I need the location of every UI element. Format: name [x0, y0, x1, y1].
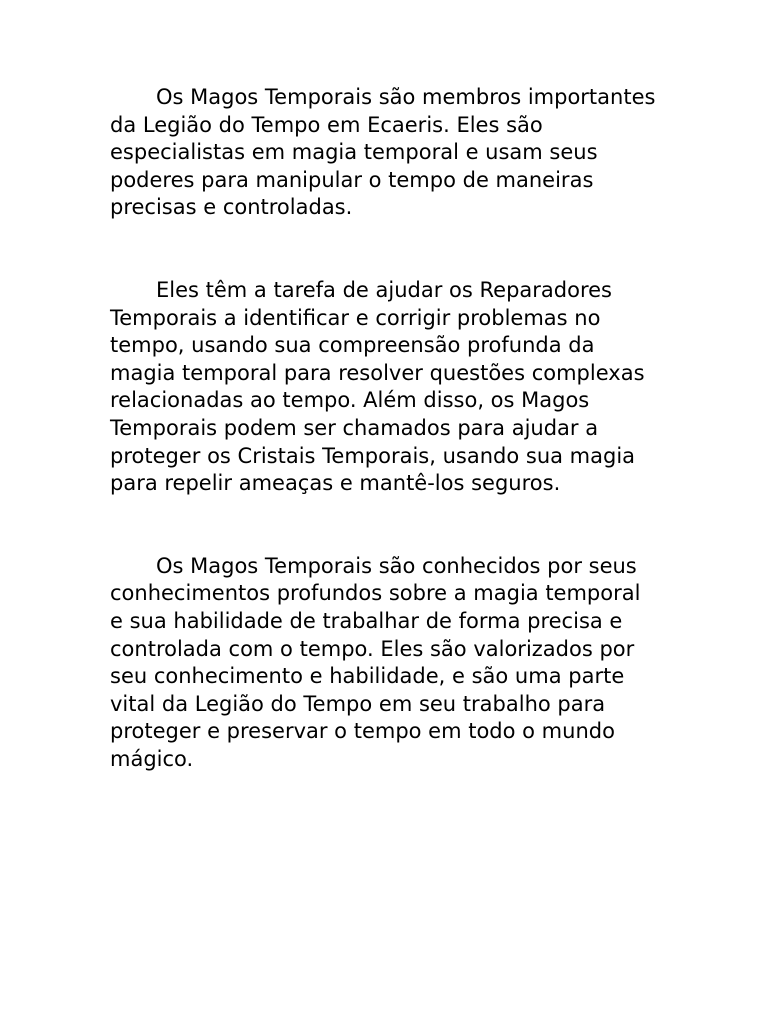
document-body — [110, 84, 658, 773]
paragraph-1: Os Magos Temporais são membros importantes da Legião do Tempo em Ecaeris. Eles são especialistas em magia temporal e usam seus poderes para manipular o tempo de maneiras precisas e controladas. — [110, 85, 656, 220]
paragraph-2: Eles têm a tarefa de ajudar os Reparadores Temporais a identificar e corrigir problemas no tempo, usando sua compreensão profunda da magia temporal para resolver questões complexas relacionadas ao tempo. Além disso, os Magos Temporais podem ser chamados para ajudar a proteger os Cristais Temporais, usando sua magia para repelir ameaças e mantê-los seguros. — [110, 277, 645, 496]
paragraph-3: Os Magos Temporais são conhecidos por seus conhecimentos profundos sobre a magia temporal e sua habilidade de trabalhar de forma precisa e controlada com o tempo. Eles são valorizados por seu conhecimento e habilidade, e são uma parte vital da Legião do Tempo em seu trabalho para proteger e preservar o tempo em todo o mundo mágico. — [110, 553, 641, 771]
